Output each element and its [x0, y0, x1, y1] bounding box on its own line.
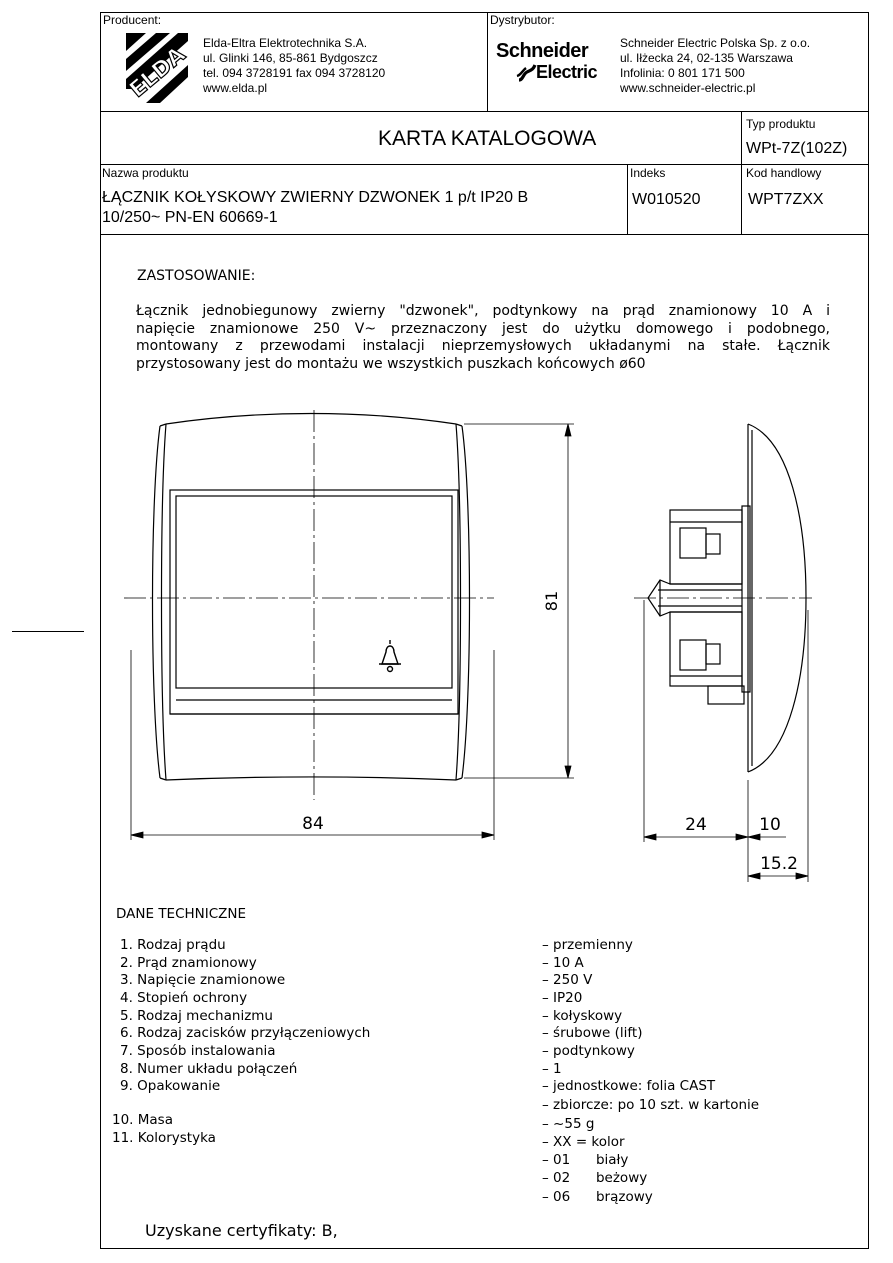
tech-item: 9. Opakowanie	[120, 1078, 221, 1094]
tech-item: 6. Rodzaj zacisków przyłączeniowych	[120, 1025, 371, 1041]
elda-logo-text: ELDA	[126, 42, 191, 103]
tech-item: 5. Rodzaj mechanizmu	[120, 1008, 273, 1024]
distributor-line-4: www.schneider-electric.pl	[620, 81, 756, 95]
tech-value: – ~55 g	[542, 1116, 595, 1132]
tech-value: – IP20	[542, 990, 583, 1006]
application-line: przystosowany jest do montażu we wszystkich puszkach końcowych ø60	[136, 355, 646, 372]
trade-code-value: WPT7ZXX	[748, 191, 824, 208]
tech-value: – kołyskowy	[542, 1008, 623, 1024]
tech-value: – jednostkowe: folia CAST	[542, 1078, 716, 1094]
product-name-line2: 10/250~ PN-EN 60669-1	[102, 209, 278, 226]
tech-value: – 06 brązowy	[542, 1189, 653, 1205]
tech-value: – 250 V	[542, 972, 593, 988]
dimension-front: 10	[759, 815, 781, 835]
certificates: Uzyskane certyfikaty: B,	[145, 1221, 338, 1240]
index-value: W010520	[632, 191, 701, 208]
tech-value: – 02 beżowy	[542, 1170, 648, 1186]
tech-value: – 10 A	[542, 955, 584, 971]
producer-line-3: tel. 094 3728191 fax 094 3728120	[203, 66, 386, 80]
tech-item: 4. Stopień ochrony	[120, 990, 248, 1006]
front-bottom-edge	[166, 777, 456, 780]
tech-value: – podtynkowy	[542, 1043, 635, 1059]
application-paragraph	[136, 303, 830, 373]
tech-value: – XX = kolor	[542, 1134, 625, 1150]
schneider-logo-line1: Schneider	[496, 40, 589, 62]
distributor-label: Dystrybutor:	[490, 13, 555, 27]
front-left-wing-inner	[162, 424, 167, 780]
trade-code-label: Kod handlowy	[746, 166, 822, 180]
producer-line-4: www.elda.pl	[203, 81, 268, 95]
distributor-line-3: Infolinia: 0 801 171 500	[620, 66, 745, 80]
application-heading: ZASTOSOWANIE:	[137, 268, 256, 284]
tech-item: 8. Numer układu połączeń	[120, 1061, 298, 1077]
application-line: napięcie znamionowe 250 V~ przeznaczony jest do użytku domowego i podobnego,	[136, 320, 830, 337]
front-right-wing-outer	[462, 426, 470, 778]
dimension-width: 84	[302, 814, 324, 834]
tech-value: – 1	[542, 1061, 562, 1077]
bell-icon	[379, 640, 401, 672]
distributor-line-2: ul. Iłżecka 24, 02-135 Warszawa	[620, 51, 793, 65]
product-type-label: Typ produktu	[746, 117, 816, 131]
tech-value: – śrubowe (lift)	[542, 1025, 643, 1041]
margin-tick	[12, 631, 84, 632]
producer-label: Producent:	[103, 13, 162, 27]
tech-item: 1. Rodzaj prądu	[120, 937, 226, 953]
producer-line-1: Elda-Eltra Elektrotechnika S.A.	[203, 36, 368, 50]
schneider-logo-line2: Electric	[536, 62, 598, 82]
index-label: Indeks	[630, 166, 666, 180]
header-vsep-3	[627, 164, 628, 234]
distributor-line-1: Schneider Electric Polska Sp. z o.o.	[620, 36, 811, 50]
front-top-edge	[166, 414, 456, 425]
header-divider-1	[100, 111, 869, 112]
product-name-label: Nazwa produktu	[102, 166, 189, 180]
tech-item: 10. Masa	[112, 1112, 173, 1128]
tech-value: – zbiorcze: po 10 szt. w kartonie	[542, 1097, 760, 1113]
dimension-total: 15.2	[760, 854, 798, 874]
tech-value: – przemienny	[542, 937, 633, 953]
tech-item: 7. Sposób instalowania	[120, 1043, 276, 1059]
product-type-value: WPt-7Z(102Z)	[746, 140, 848, 157]
schneider-life-is-on-icon	[515, 62, 537, 84]
tech-item: 11. Kolorystyka	[112, 1130, 216, 1146]
tech-item: 2. Prąd znamionowy	[120, 955, 257, 971]
tech-value: – 01 biały	[542, 1152, 629, 1168]
tech-item: 3. Napięcie znamionowe	[120, 972, 286, 988]
header-vsep-2	[741, 111, 742, 234]
application-line: montowany z przewodami instalacji nieprzemysłowych układanymi na stałe. Łącznik	[136, 338, 830, 354]
product-name-line1: ŁĄCZNIK KOŁYSKOWY ZWIERNY DZWONEK 1 p/t IP20 B	[102, 189, 529, 206]
tech-heading: DANE TECHNICZNE	[116, 906, 247, 922]
application-line: Łącznik jednobiegunowy zwierny "dzwonek", podtynkowy na prąd znamionowy 10 A i	[136, 303, 830, 319]
header-divider-3	[100, 234, 869, 235]
elda-logo	[126, 33, 191, 103]
schneider-logo	[496, 40, 616, 90]
front-left-wing-outer	[153, 426, 161, 778]
header-divider-2	[100, 164, 869, 165]
dimension-depth: 24	[685, 815, 707, 835]
header-vsep-1	[487, 12, 488, 111]
page-title: KARTA KATALOGOWA	[378, 127, 597, 150]
producer-line-2: ul. Glinki 146, 85-861 Bydgoszcz	[203, 51, 378, 65]
technical-drawing	[100, 400, 869, 890]
dimension-height: 81	[542, 590, 561, 612]
